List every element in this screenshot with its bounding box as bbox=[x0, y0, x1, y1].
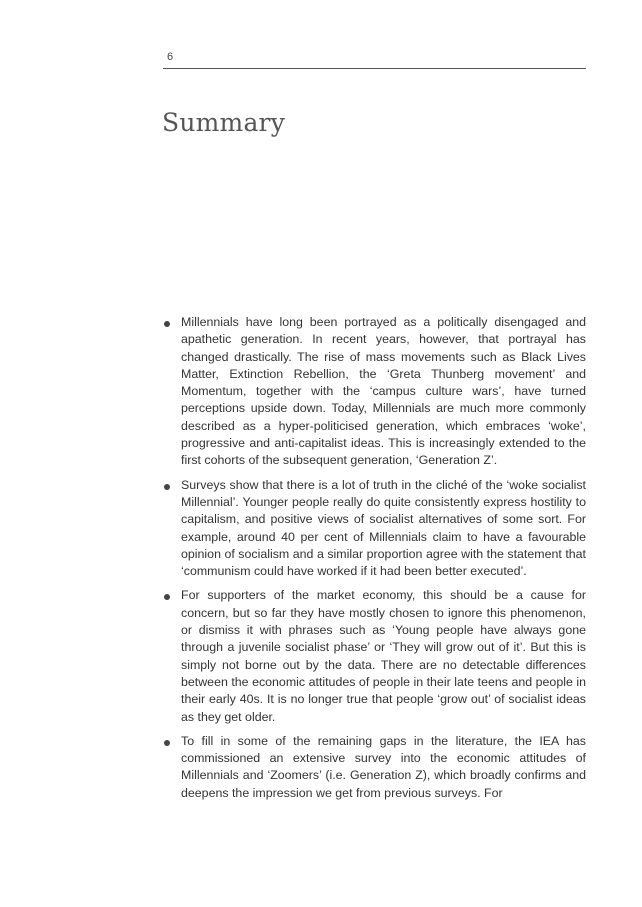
bullet-text: To fill in some of the remaining gaps in the literature, the IEA has commissioned an extensive survey into the economic attitudes of Millennials and ‘Zoomers’ (i.e. Generation Z), which broadly confirms and deepens the impression we get from previous surveys. For bbox=[181, 733, 586, 800]
bullet-dot-icon bbox=[164, 484, 170, 490]
summary-bullet-item bbox=[163, 587, 586, 725]
bullet-text: Surveys show that there is a lot of truth in the cliché of the ‘woke socialist Millennial’. Younger people really do quite consistently express hostility to capitalism, and positive views of socialist alternatives of some sort. For example, around 40 per cent of Millennials claim to have a favourable opinion of socialism and a similar proportion agree with the statement that ‘communism could have worked if it had been better executed’. bbox=[181, 477, 586, 579]
header-divider bbox=[163, 68, 586, 69]
page-title: Summary bbox=[162, 108, 286, 137]
page-number: 6 bbox=[167, 51, 174, 63]
summary-bullet-item bbox=[163, 733, 586, 802]
summary-bullet-item bbox=[163, 314, 586, 470]
bullet-text: For supporters of the market economy, this should be a cause for concern, but so far they have mostly chosen to ignore this phenomenon, or dismiss it with phrases such as ‘Young people have always gone through a juvenile socialist phase’ or ‘They will grow out of it’. But this is simply not borne out by the data. There are no detectable differences between the economic attitudes of people in their late teens and people in their early 40s. It is no longer true that people ‘grow out’ of socialist ideas as they get older. bbox=[181, 588, 586, 724]
bullet-dot-icon bbox=[164, 594, 170, 600]
bullet-dot-icon bbox=[164, 740, 170, 746]
bullet-text: Millennials have long been portrayed as a politically disengaged and apathetic generation. In recent years, however, that portrayal has changed drastically. The rise of mass movements such as Black Lives Matter, Extinction Rebellion, the ‘Greta Thunberg movement’ and Momentum, together with the ‘campus culture wars’, have turned perceptions upside down. Today, Millennials are much more commonly described as a hyper-politicised generation, which embraces ‘woke’, progressive and anti-capitalist ideas. This is increasingly extended to the first cohorts of the subsequent generation, ‘Generation Z’. bbox=[181, 315, 586, 468]
bullet-dot-icon bbox=[164, 321, 170, 327]
summary-bullet-item bbox=[163, 477, 586, 581]
summary-bullet-list bbox=[163, 314, 586, 809]
